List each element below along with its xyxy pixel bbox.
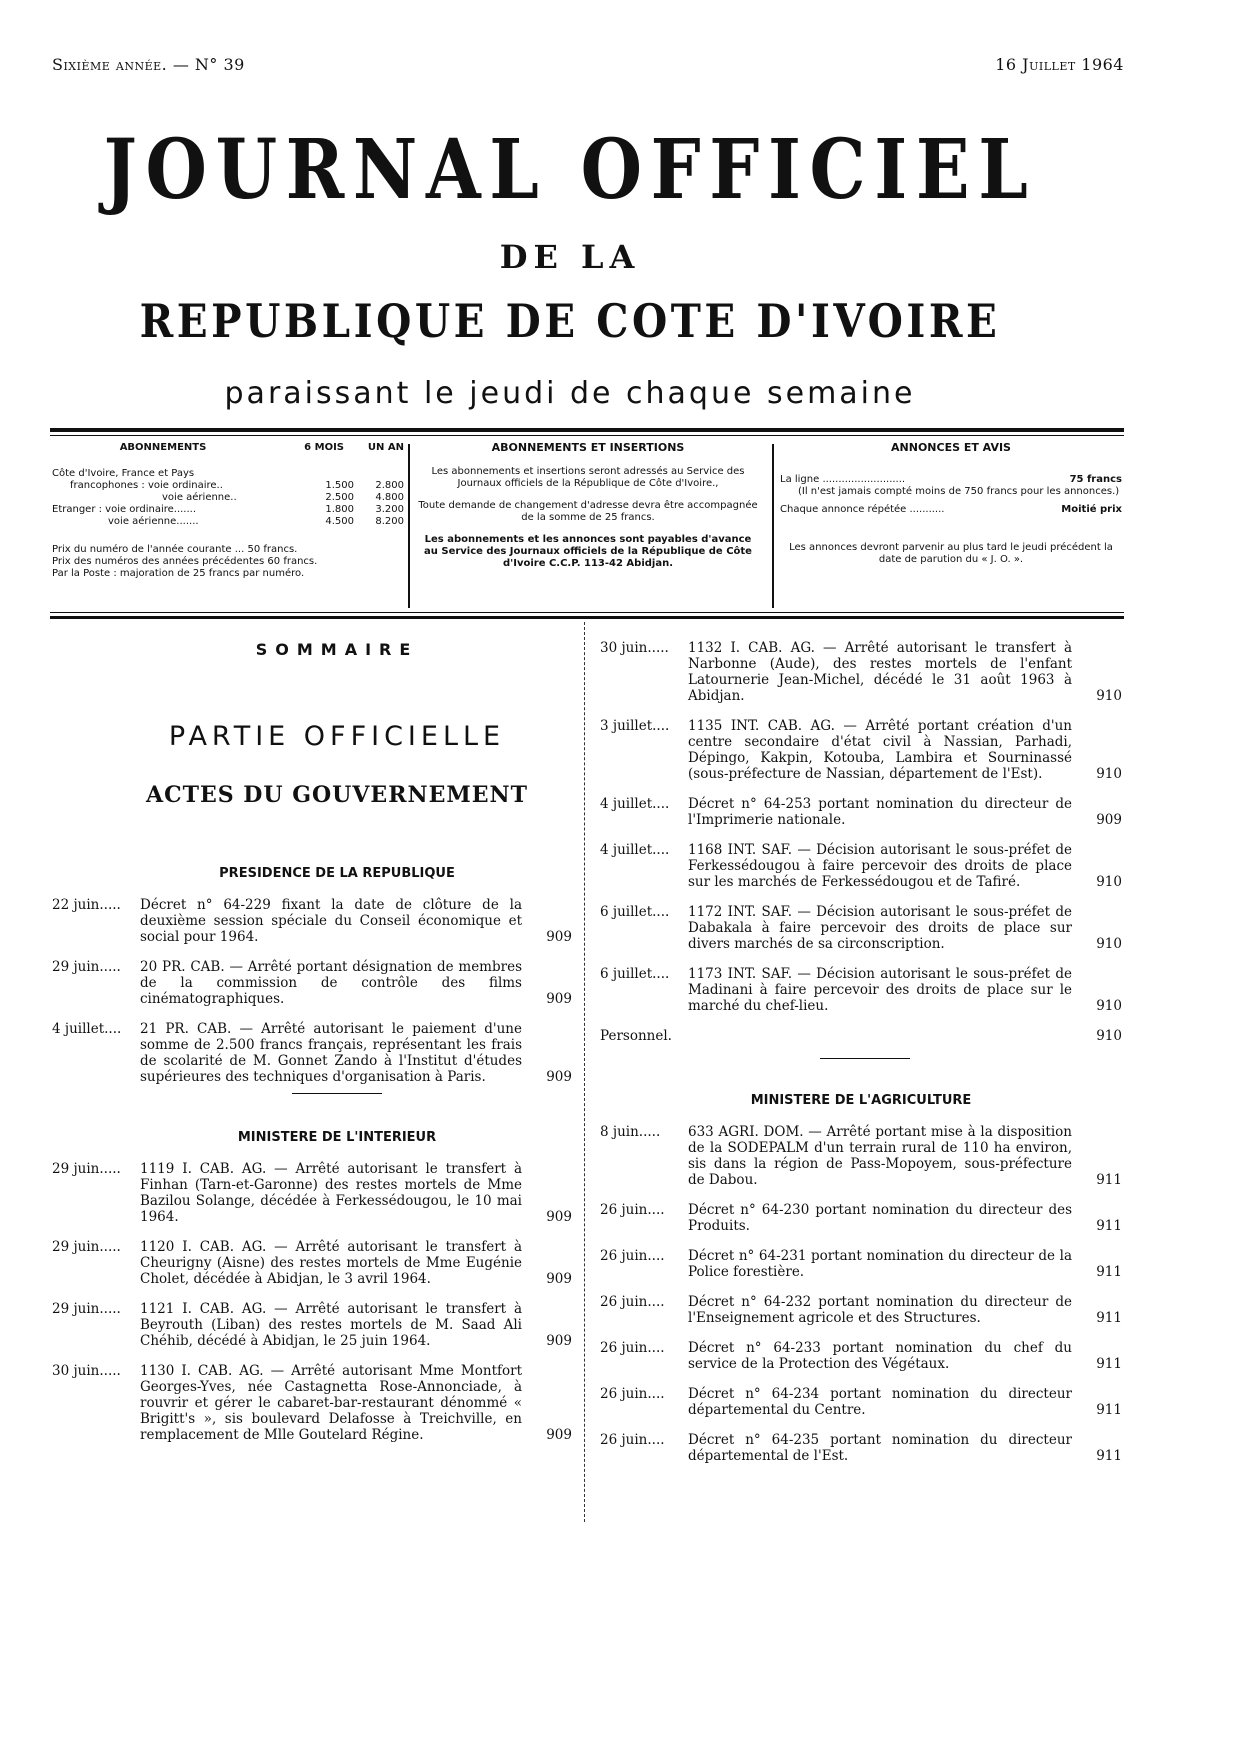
left-column: [52, 640, 572, 1443]
insertions-heading: ABONNEMENTS ET INSERTIONS: [491, 441, 685, 454]
rate-row: Etranger : voie ordinaire....... 1.800 3.200: [52, 504, 404, 515]
issue-date: 16 Juillet 1964: [995, 55, 1124, 74]
price-line: Prix des numéros des années précédentes 60 francs.: [52, 556, 318, 567]
insertions-address: Les abonnements et insertions seront adressés au Service des Journaux officiels de la République de Côte d'Ivoire.,: [431, 466, 745, 489]
subscriptions-box: [52, 442, 404, 610]
sommaire-entry: 4 juillet.... 1168 INT. SAF. — Décision autorisant le sous-préfet de Ferkessédougou à faire percevoir des droits de place sur les marchés de Ferkessédougou et de Tafiré. 910: [600, 842, 1122, 890]
sommaire-entry: 26 juin.... Décret n° 64-230 portant nomination du directeur des Produits. 911: [600, 1202, 1122, 1234]
sommaire-entry: 29 juin..... 1121 I. CAB. AG. — Arrêté autorisant le transfert à Beyrouth (Liban) des restes mortels de M. Saad Ali Chéhib, décédé à Abidjan, le 25 juin 1964. 909: [52, 1301, 572, 1349]
insertions-payment: Les abonnements et les annonces sont payables d'avance au Service des Journaux officiels de la République de Côte d'Ivoire C.C.P. 113-42 Abidjan.: [424, 534, 752, 569]
actes-heading: ACTES DU GOUVERNEMENT: [146, 782, 528, 808]
country-name: REPUBLIQUE DE COTE D'IVOIRE: [139, 294, 1001, 348]
rate-row: Côte d'Ivoire, France et Pays: [52, 468, 195, 479]
box-divider: [772, 444, 774, 608]
sommaire-entry: 4 juillet.... 21 PR. CAB. — Arrêté autorisant le paiement d'une somme de 2.500 francs français, représentant les frais de scolarité de M. Gonnet Zando à l'Institut d'études supérieures des techniques d'organisation à Paris. 909: [52, 1021, 572, 1085]
box-divider: [408, 444, 410, 608]
deadline-note: Les annonces devront parvenir au plus tard le jeudi précédent la date de parution du « J. O. ».: [789, 542, 1113, 565]
sommaire-entry: 26 juin.... Décret n° 64-232 portant nomination du directeur de l'Enseignement agricole et des Structures. 911: [600, 1294, 1122, 1326]
sommaire-entry: 6 juillet.... 1173 INT. SAF. — Décision autorisant le sous-préfet de Madinani à faire percevoir des droits de place sur le marché du chef-lieu. 910: [600, 966, 1122, 1014]
rate-row: voie aérienne.. 2.500 4.800: [162, 492, 404, 503]
sommaire-entry: 30 juin..... 1130 I. CAB. AG. — Arrêté autorisant Mme Montfort Georges-Yves, née Castagnetta Rose-Annonciade, à rouvrir et gérer le cabaret-bar-restaurant dénommé « Brigitt's », sis boulevard Delafosse à Treichville, en remplacement de Mlle Goutelard Régine. 909: [52, 1363, 572, 1443]
interieur-heading: MINISTERE DE L'INTERIEUR: [237, 1130, 437, 1145]
masthead-rule-thin: [50, 435, 1124, 436]
insertions-box: [418, 442, 758, 610]
price-line: Par la Poste : majoration de 25 francs par numéro.: [52, 568, 305, 579]
sommaire-entry: 26 juin.... Décret n° 64-235 portant nomination du directeur départemental de l'Est. 911: [600, 1432, 1122, 1464]
boxes-rule-bottom-thick: [50, 616, 1124, 619]
sommaire-entry: 6 juillet.... 1172 INT. SAF. — Décision autorisant le sous-préfet de Dabakala à faire percevoir des droits de place sur divers marchés de sa circonscription. 910: [600, 904, 1122, 952]
sommaire-entry: 4 juillet.... Décret n° 64-253 portant nomination du directeur de l'Imprimerie nationale. 909: [600, 796, 1122, 828]
right-column: [600, 640, 1122, 1464]
line-price-note: (Il n'est jamais compté moins de 750 francs pour les annonces.): [798, 486, 1120, 497]
col-6-mois: 6 MOIS: [304, 442, 344, 453]
col-un-an: UN AN: [367, 442, 404, 453]
sommaire-entry: 29 juin..... 1120 I. CAB. AG. — Arrêté autorisant le transfert à Cheurigny (Aisne) des restes mortels de Mme Eugénie Cholet, décédée à Abidjan, le 3 avril 1964. 909: [52, 1239, 572, 1287]
price-line: Prix du numéro de l'année courante ... 50 francs.: [52, 544, 298, 555]
section-separator: [820, 1058, 910, 1059]
rate-row: francophones : voie ordinaire.. 1.500 2.800: [70, 480, 404, 491]
announcements-heading: ANNONCES ET AVIS: [891, 441, 1011, 454]
column-divider: [584, 622, 586, 1522]
section-separator: [292, 1093, 382, 1094]
publication-frequency: paraissant le jeudi de chaque semaine: [224, 376, 916, 411]
sommaire-entry: 26 juin.... Décret n° 64-231 portant nomination du directeur de la Police forestière. 911: [600, 1248, 1122, 1280]
personnel-entry: Personnel. 910: [600, 1028, 1122, 1044]
sommaire-entry: 30 juin..... 1132 I. CAB. AG. — Arrêté autorisant le transfert à Narbonne (Aude), des restes mortels de l'enfant Latournerie Jean-Michel, décédé le 31 août 1963 à Abidjan. 910: [600, 640, 1122, 704]
line-price-value: 75 francs: [1069, 474, 1122, 485]
sommaire-entry: 22 juin..... Décret n° 64-229 fixant la date de clôture de la deuxième session spéciale du Conseil économique et social pour 1964. 909: [52, 897, 572, 945]
rate-row: voie aérienne....... 4.500 8.200: [108, 516, 404, 527]
partie-officielle-heading: PARTIE OFFICIELLE: [168, 721, 506, 752]
issue-number: Sixième année. — N° 39: [52, 55, 245, 74]
sommaire-entry: 29 juin..... 1119 I. CAB. AG. — Arrêté autorisant le transfert à Finhan (Tarn-et-Garonne) des restes mortels de Mme Bazilou Solange, décédée à Ferkessédougou, le 10 mai 1964. 909: [52, 1161, 572, 1225]
sommaire-entry: 26 juin.... Décret n° 64-234 portant nomination du directeur départemental du Centre. 911: [600, 1386, 1122, 1418]
announcements-box: [780, 442, 1122, 610]
line-price-label: La ligne ..........................: [780, 474, 906, 485]
subscriptions-heading: ABONNEMENTS: [119, 442, 207, 453]
insertions-address-change: Toute demande de changement d'adresse devra être accompagnée de la somme de 25 francs.: [418, 500, 758, 523]
sommaire-entry: 29 juin..... 20 PR. CAB. — Arrêté portant désignation de membres de la commission de contrôle des films cinématographiques. 909: [52, 959, 572, 1007]
masthead-de-la: DE LA: [499, 238, 641, 276]
sommaire-heading: SOMMAIRE: [255, 640, 419, 659]
journal-title: JOURNAL OFFICIEL: [103, 122, 1037, 218]
sommaire-entry: 3 juillet.... 1135 INT. CAB. AG. — Arrêté portant création d'un centre secondaire d'état civil à Nassian, Parhadi, Dépingo, Kakpin, Kotouba, Lambira et Sourninassé (sous-préfecture de Nassian, département de l'Est). 910: [600, 718, 1122, 782]
boxes-rule-bottom: [50, 612, 1124, 613]
sommaire-entry: 26 juin.... Décret n° 64-233 portant nomination du chef du service de la Protection des Végétaux. 911: [600, 1340, 1122, 1372]
masthead-rule-thick: [50, 428, 1124, 432]
repeat-price-label: Chaque annonce répétée ...........: [780, 504, 945, 515]
presidence-heading: PRESIDENCE DE LA REPUBLIQUE: [219, 866, 455, 881]
agriculture-heading: MINISTERE DE L'AGRICULTURE: [750, 1093, 972, 1108]
sommaire-entry: 8 juin..... 633 AGRI. DOM. — Arrêté portant mise à la disposition de la SODEPALM d'un terrain rural de 110 ha environ, sis dans la région de Pass-Mopoyem, sous-préfecture de Dabou. 911: [600, 1124, 1122, 1188]
repeat-price-value: Moitié prix: [1061, 504, 1122, 515]
